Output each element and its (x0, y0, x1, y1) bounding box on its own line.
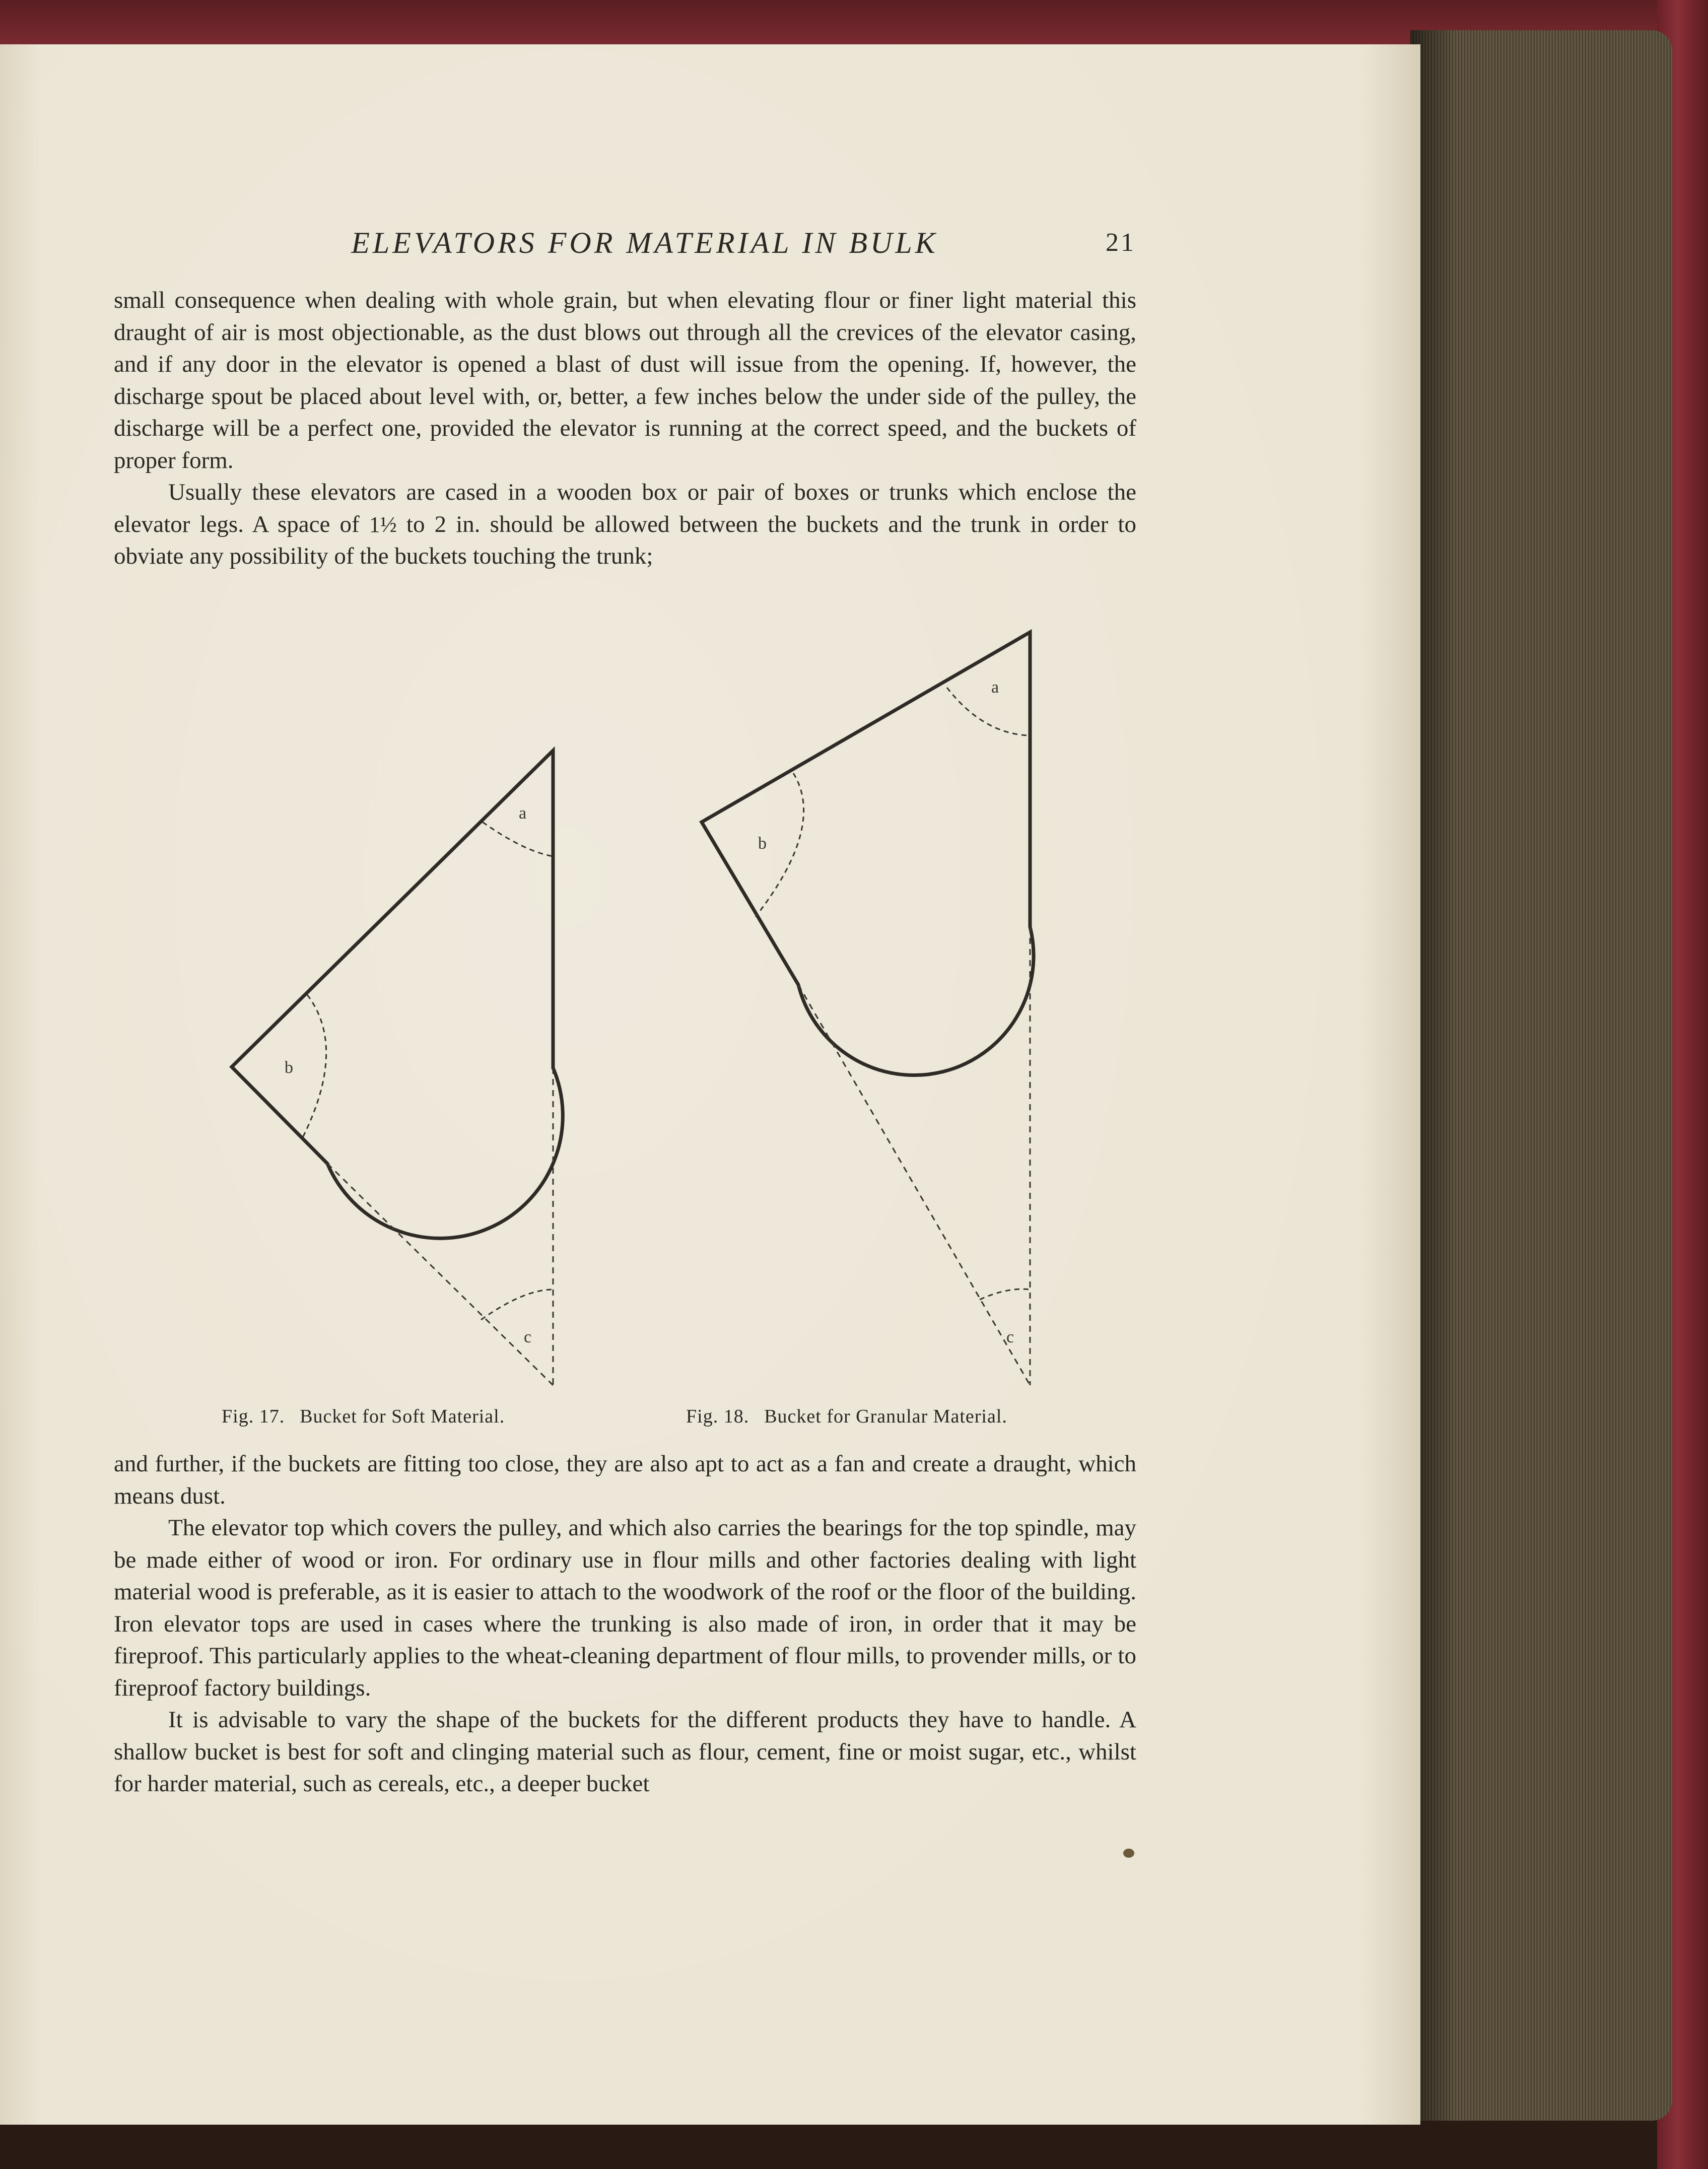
angle-arc-b (302, 995, 326, 1138)
paragraph: The elevator top which covers the pulley, and which also carries the bearings for the top spindle, may be made either of wood or iron. For ordinary use in flour mills and other factories dealing with light material wood is preferable, as it is easier to attach to the woodwork of the roof or the floor of the building. Iron elevator tops are used in cases where the trunking is also made of iron, in order that it may be fireproof. This particularly applies to the wheat-cleaning department of flour mills, to provender mills, or to fireproof factory buildings. (114, 1515, 1136, 1701)
angle-arc-a (947, 688, 1028, 735)
paragraph: and further, if the buckets are fitting too close, they are also apt to act as a fan and create a draught, which means dust. (114, 1451, 1136, 1509)
angle-label-c: c (524, 1328, 532, 1346)
angle-label-a: a (519, 804, 527, 823)
fraction: 1½ (369, 512, 397, 537)
paragraph: It is advisable to vary the shape of the buckets for the different products they have to handle. A shallow bucket is best for soft and clinging material such as flour, cement, fine or moist sugar, etc., whilst for harder material, such as cereals, etc., a deeper bucket (114, 1707, 1136, 1797)
figure-title: Bucket for Granular Material. (764, 1406, 1007, 1427)
figure-number: Fig. 18. (686, 1406, 749, 1427)
text-block-top (114, 285, 1136, 573)
figure-number: Fig. 17. (222, 1406, 285, 1427)
paragraph (114, 477, 1136, 573)
running-head: ELEVATORS FOR MATERIAL IN BULK (351, 226, 938, 259)
bucket-diagrams (201, 620, 1108, 1410)
figure-18-diagram (702, 632, 1034, 1385)
figure-18-caption (686, 1405, 1007, 1428)
paragraph: small consequence when dealing with whole grain, but when elevating flour or finer light material this draught of air is most objectionable, as the dust blows out through all the crevices of the elevator casing, and if any door in the elevator is opened a blast of dust will issue from the opening. If, however, the discharge spout be placed about level with, or, better, a few inches below the under side of the pulley, the discharge will be a perfect one, provided the elevator is running at the correct speed, and the buckets of proper form. (114, 287, 1136, 473)
angle-arc-a (483, 822, 553, 856)
figures-area (201, 620, 1108, 1410)
angle-label-c: c (1006, 1328, 1014, 1346)
ink-spot (1123, 1849, 1134, 1858)
paragraph-text: Usually these elevators are cased in a wooden box or pair of boxes or trunks which enclose the elevator legs. A space of (114, 479, 1136, 537)
dashed-line (327, 1164, 553, 1385)
angle-arc-c (481, 1290, 553, 1320)
angle-label-b: b (758, 834, 767, 853)
angle-arc-c (980, 1289, 1030, 1300)
bucket-outline (702, 632, 1034, 1075)
angle-label-a: a (991, 678, 999, 697)
text-block-bottom (114, 1448, 1136, 1800)
angle-label-b: b (285, 1058, 293, 1077)
page-number: 21 (1106, 228, 1136, 257)
figure-17-diagram (232, 751, 563, 1385)
figure-17-caption (222, 1405, 505, 1428)
paragraph-text: to 2 in. should be allowed between the buckets and the trunk in order to obviate any possibility of the buckets touching the trunk; (114, 511, 1136, 569)
bucket-outline (232, 751, 563, 1238)
figure-title: Bucket for Soft Material. (300, 1406, 505, 1427)
